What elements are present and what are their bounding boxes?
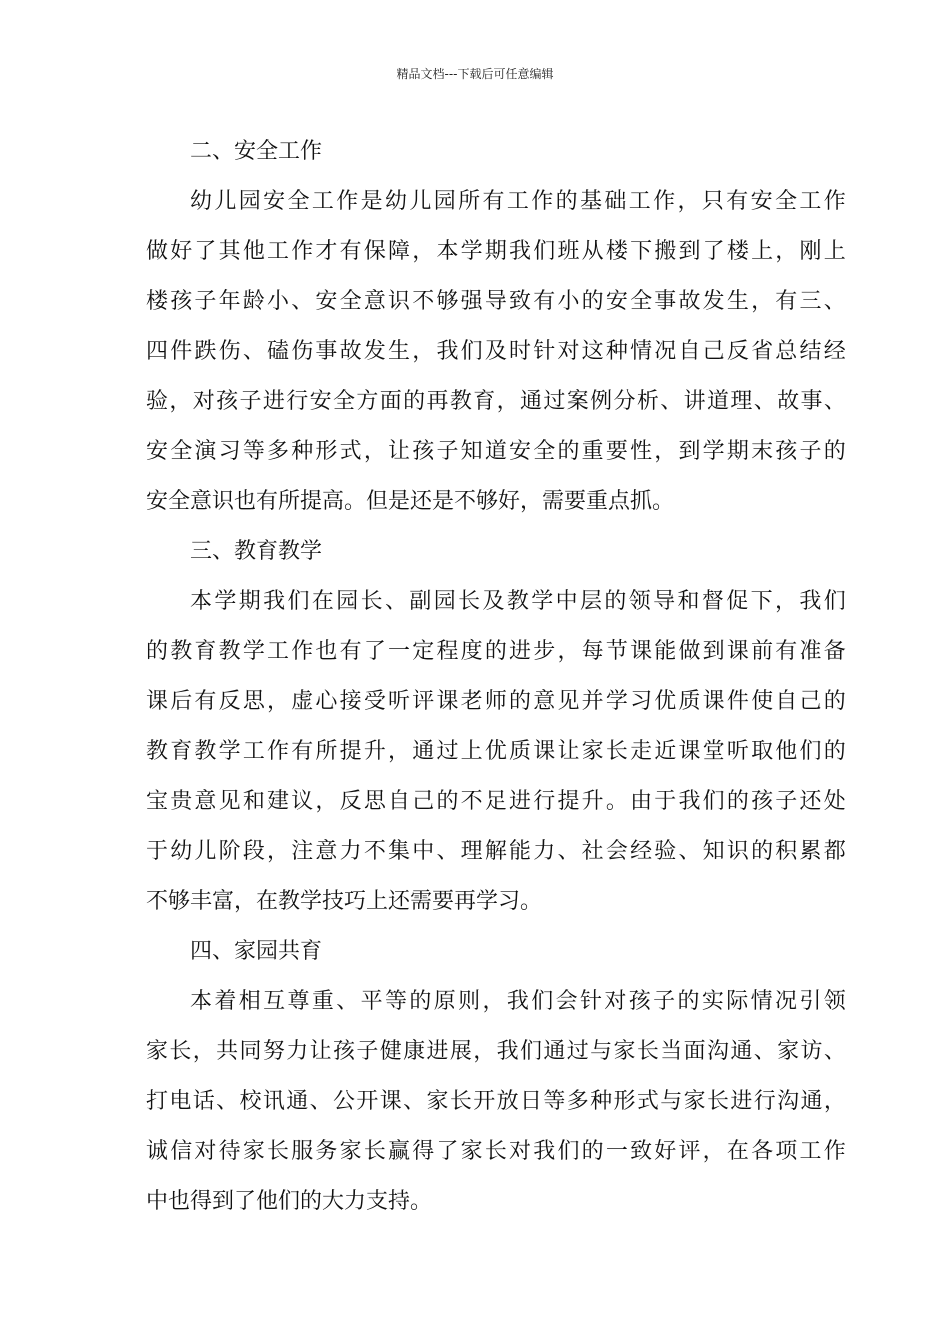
- paragraph-line: 的 教 育 教 学 工 作 也 有 了 一 定 程 度 的 进 步 ， 每 节 课 能 做 到 课 前 有 准 备: [146, 639, 846, 664]
- paragraph-line: 课 后 有 反 思 ， 虚 心 接 受 听 评 课 老 师 的 意 见 并 学 习 优 质 课 件 使 自 己 的: [146, 689, 846, 714]
- paragraph-line: 不够丰富，在教学技巧上还需要再学习。: [146, 889, 543, 914]
- paragraph-line: 打 电 话 、 校 讯 通 、 公 开 课 、 家 长 开 放 日 等 多 种 形 式 与 家 长 进 行 沟 通 ，: [146, 1089, 846, 1114]
- paragraph-line: 中也得到了他们的大力支持。: [146, 1189, 433, 1214]
- paragraph-line: 于 幼 儿 阶 段 ， 注 意 力 不 集 中 、 理 解 能 力 、 社 会 经 验 、 知 识 的 积 累 都: [146, 839, 846, 864]
- paragraph-line: 本 学 期 我 们 在 园 长 、 副 园 长 及 教 学 中 层 的 领 导 和 督 促 下 ， 我 们: [190, 589, 846, 614]
- paragraph-line: 教 育 教 学 工 作 有 所 提 升 ， 通 过 上 优 质 课 让 家 长 走 近 课 堂 听 取 他 们 的: [146, 739, 846, 764]
- paragraph-line: 本 着 相 互 尊 重 、 平 等 的 原 则 ， 我 们 会 针 对 孩 子 的 实 际 情 况 引 领: [190, 989, 846, 1014]
- page-header: 精品文档---下载后可任意编辑: [396, 67, 554, 81]
- section-heading: 二、安全工作: [190, 139, 323, 164]
- paragraph-line: 验 ， 对 孩 子 进 行 安 全 方 面 的 再 教 育 ， 通 过 案 例 分 析 、 讲 道 理 、 故 事 、: [146, 389, 846, 414]
- paragraph-line: 宝 贵 意 见 和 建 议 ， 反 思 自 己 的 不 足 进 行 提 升 。 由 于 我 们 的 孩 子 还 处: [146, 789, 846, 814]
- paragraph-line: 诚 信 对 待 家 长 服 务 家 长 赢 得 了 家 长 对 我 们 的 一 致 好 评 ， 在 各 项 工 作: [146, 1139, 846, 1164]
- paragraph-line: 四 件 跌 伤 、 磕 伤 事 故 发 生 ， 我 们 及 时 针 对 这 种 情 况 自 己 反 省 总 结 经: [146, 339, 846, 364]
- paragraph-line: 做 好 了 其 他 工 作 才 有 保 障 ， 本 学 期 我 们 班 从 楼 下 搬 到 了 楼 上 ， 刚 上: [146, 239, 846, 264]
- paragraph-line: 家 长 ， 共 同 努 力 让 孩 子 健 康 进 展 ， 我 们 通 过 与 家 长 当 面 沟 通 、 家 访 、: [146, 1039, 846, 1064]
- paragraph-line: 安 全 演 习 等 多 种 形 式 ， 让 孩 子 知 道 安 全 的 重 要 性 ， 到 学 期 末 孩 子 的: [146, 439, 846, 464]
- section-heading: 三、教育教学: [190, 539, 323, 564]
- paragraph-line: 安全意识也有所提高。但是还是不够好，需要重点抓。: [146, 489, 675, 514]
- paragraph-line: 幼 儿 园 安 全 工 作 是 幼 儿 园 所 有 工 作 的 基 础 工 作 ， 只 有 安 全 工 作: [190, 189, 846, 214]
- document-body: [146, 137, 846, 1237]
- paragraph-line: 楼 孩 子 年 龄 小 、 安 全 意 识 不 够 强 导 致 有 小 的 安 全 事 故 发 生 ， 有 三 、: [146, 289, 846, 314]
- section-heading: 四、家园共育: [190, 939, 323, 964]
